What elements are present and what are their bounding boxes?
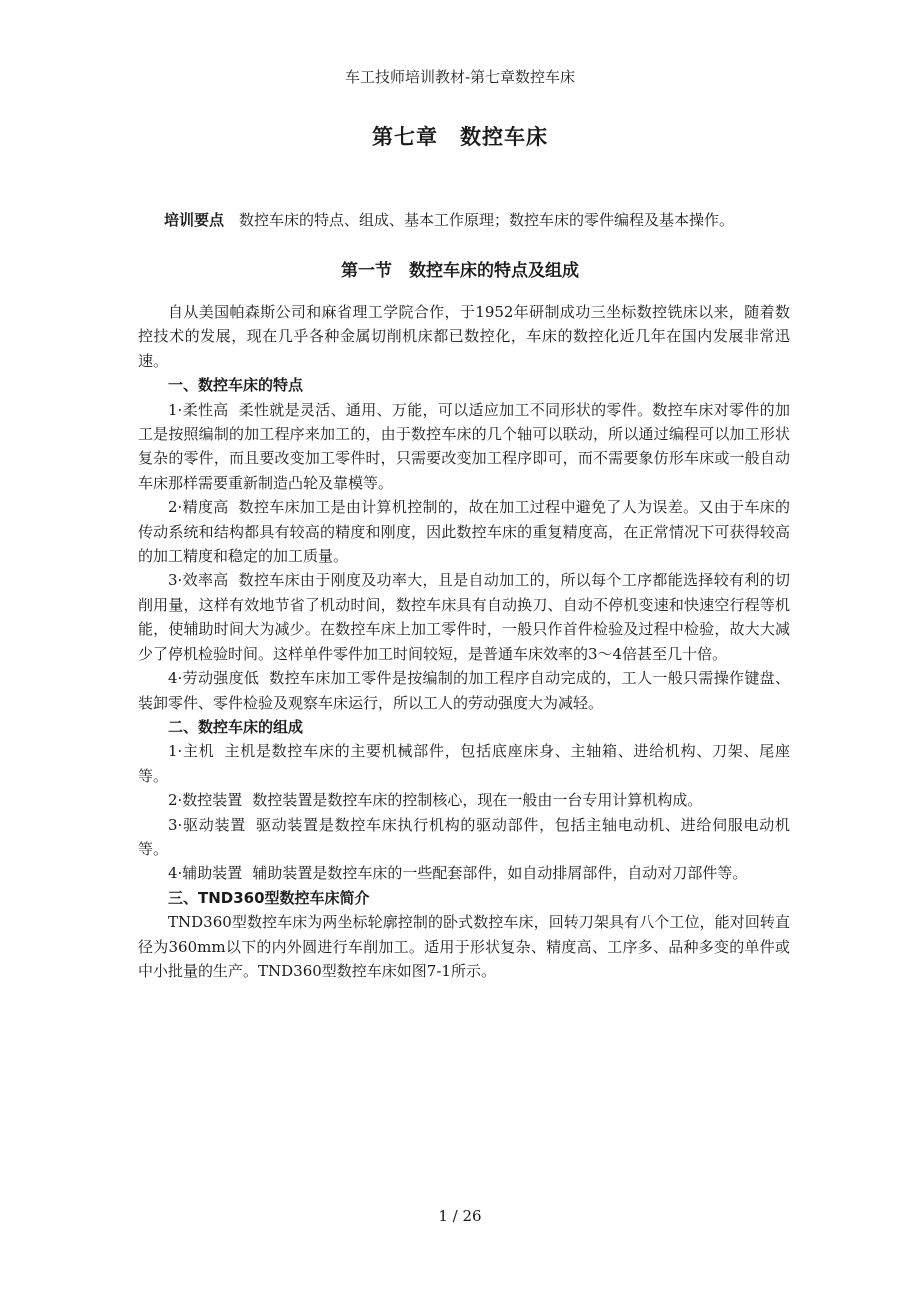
section-title: 第一节 数控车床的特点及组成 bbox=[341, 261, 579, 281]
feature-item bbox=[138, 495, 790, 568]
composition-text: 数控装置是数控车床的控制核心，现在一般由一台专用计算机构成。 bbox=[252, 791, 703, 810]
feature-term: 2·精度高 bbox=[168, 498, 229, 517]
key-points-text: 数控车床的特点、组成、基本工作原理；数控车床的零件编程及基本操作。 bbox=[239, 211, 735, 229]
tnd360-heading: 三、TND360型数控车床简介 bbox=[168, 888, 370, 907]
chapter-title: 第七章 数控车床 bbox=[372, 125, 548, 149]
body-text bbox=[138, 300, 790, 983]
composition-term: 3·驱动装置 bbox=[168, 815, 246, 834]
composition-item bbox=[138, 739, 790, 788]
intro-paragraph: 自从美国帕森斯公司和麻省理工学院合作，于1952年研制成功三坐标数控铣床以来，随着数控技术的发展，现在几乎各种金属切削机床都已数控化，车床的数控化近几年在国内发展非常迅速。 bbox=[138, 303, 790, 370]
feature-text: 数控车床由于刚度及功率大，且是自动加工的，所以每个工序都能选择较有利的切削用量，这样有效地节省了机动时间，数控车床具有自动换刀、自动不停机变速和快速空行程等机能，使辅助时间大为减少。在数控车床上加工零件时，一般只作首件检验及过程中检验，故大大减少了停机检验时间。这样单件零件加工时间较短，是普通车床效率的3～4倍甚至几十倍。 bbox=[138, 571, 791, 663]
features-heading: 一、数控车床的特点 bbox=[168, 376, 304, 395]
composition-term: 4·辅助装置 bbox=[168, 864, 243, 883]
key-points bbox=[164, 208, 804, 232]
feature-text: 数控车床加工零件是按编制的加工程序自动完成的，工人一般只需操作键盘、装卸零件、零件检验及观察车床运行，所以工人的劳动强度大为减轻。 bbox=[138, 669, 790, 712]
composition-term: 2·数控装置 bbox=[168, 791, 243, 810]
key-points-label: 培训要点 bbox=[164, 211, 225, 229]
composition-item bbox=[138, 788, 790, 812]
composition-item bbox=[138, 813, 790, 862]
composition-text: 主机是数控车床的主要机械部件，包括底座床身、主轴箱、进给机构、刀架、尾座等。 bbox=[138, 742, 790, 785]
feature-term: 4·劳动强度低 bbox=[168, 669, 260, 688]
composition-item bbox=[138, 861, 790, 885]
feature-item bbox=[138, 398, 790, 496]
feature-text: 数控车床加工是由计算机控制的，故在加工过程中避免了人为误差。又由于车床的传动系统和结构都具有较高的精度和刚度，因此数控车床的重复精度高，在正常情况下可获得较高的加工精度和稳定的加工质量。 bbox=[138, 498, 791, 566]
feature-item bbox=[138, 568, 790, 666]
page-number: 1 / 26 bbox=[438, 1207, 482, 1225]
composition-text: 驱动装置是数控车床执行机构的驱动部件，包括主轴电动机、进给伺服电动机等。 bbox=[138, 815, 790, 858]
composition-term: 1·主机 bbox=[168, 742, 215, 761]
feature-term: 3·效率高 bbox=[168, 571, 229, 590]
composition-text: 辅助装置是数控车床的一些配套部件，如自动排屑部件，自动对刀部件等。 bbox=[252, 864, 748, 883]
running-header: 车工技师培训教材-第七章数控车床 bbox=[344, 68, 576, 86]
tnd360-paragraph: TND360型数控车床为两坐标轮廓控制的卧式数控车床，回转刀架具有八个工位，能对回转直径为360mm以下的内外圆进行车削加工。适用于形状复杂、精度高、工序多、品种多变的单件或中小批量的生产。TND360型数控车床如图7-1所示。 bbox=[138, 913, 790, 980]
feature-term: 1·柔性高 bbox=[168, 400, 229, 419]
composition-heading: 二、数控车床的组成 bbox=[168, 717, 304, 736]
feature-item bbox=[138, 666, 790, 715]
feature-text: 柔性就是灵活、通用、万能，可以适应加工不同形状的零件。数控车床对零件的加工是按照编制的加工程序来加工的，由于数控车床的几个轴可以联动，所以通过编程可以加工形状复杂的零件，而且要改变加工零件时，只需要改变加工程序即可，而不需要象仿形车床或一般自动车床那样需要重新制造凸轮及靠模等。 bbox=[138, 400, 791, 492]
